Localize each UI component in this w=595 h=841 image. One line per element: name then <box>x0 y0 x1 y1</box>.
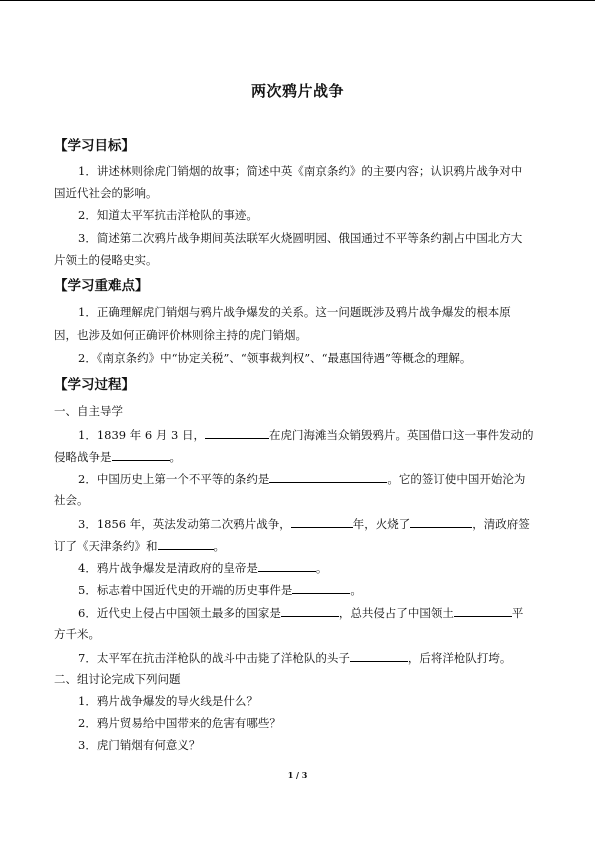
page-number: 1 / 3 <box>287 770 308 780</box>
top-rule <box>0 0 595 1</box>
page-title: 两次鸦片战争 <box>250 82 344 100</box>
question-5: 5．标志着中国近代史的开端的历史事件是 。 <box>78 583 362 597</box>
key-point-1-line-1: 1．正确理解虎门销烟与鸦片战争爆发的关系。这一问题既涉及鸦片战争爆发的根本原 <box>78 305 511 319</box>
discussion-question-3: 3．虎门销烟有何意义？ <box>78 738 201 752</box>
question-6-line-1: 6．近代史上侵占中国领土最多的国家是 ，总共侵占了中国领土 平 <box>78 606 524 620</box>
part-1-title: 一、自主导学 <box>54 404 123 418</box>
question-2-line-2: 社会。 <box>54 493 89 507</box>
answer-blank[interactable] <box>112 448 170 461</box>
answer-blank[interactable] <box>410 515 472 528</box>
answer-blank[interactable] <box>454 604 512 617</box>
answer-blank[interactable] <box>158 537 214 550</box>
question-6-line-2: 方千米。 <box>54 627 100 641</box>
answer-blank[interactable] <box>292 581 350 594</box>
answer-blank[interactable] <box>281 604 339 617</box>
key-point-1-line-2: 因，也涉及如何正确评价林则徐主持的虎门销烟。 <box>54 328 307 342</box>
answer-blank[interactable] <box>350 649 408 662</box>
objectives-heading: 【学习目标】 <box>54 138 135 154</box>
discussion-question-1: 1．鸦片战争爆发的导火线是什么？ <box>78 694 258 708</box>
answer-blank[interactable] <box>269 470 387 483</box>
objective-1-line-2: 国近代社会的影响。 <box>54 186 158 200</box>
objective-3-line-1: 3．简述第二次鸦片战争期间英法联军火烧圆明园、俄国通过不平等条约割占中国北方大 <box>78 231 523 245</box>
question-3-line-2: 订了《天津条约》和 。 <box>54 539 225 553</box>
objective-3-line-2: 片领土的侵略史实。 <box>54 253 158 267</box>
question-1-line-1: 1．1839 年 6 月 3 日， 在虎门海滩当众销毁鸦片。英国借口这一事件发动的 <box>78 428 534 442</box>
answer-blank[interactable] <box>291 515 353 528</box>
key-points-heading: 【学习重难点】 <box>54 278 149 294</box>
question-2-line-1: 2．中国历史上第一个不平等的条约是 。它的签订使中国开始沦为 <box>78 472 526 486</box>
question-4: 4．鸦片战争爆发是清政府的皇帝是 。 <box>78 561 328 575</box>
objective-1-line-1: 1．讲述林则徐虎门销烟的故事；简述中英《南京条约》的主要内容；认识鸦片战争对中 <box>78 164 523 178</box>
key-point-2: 2．《南京条约》中“协定关税”、“领事裁判权”、“最惠国待遇”等概念的理解。 <box>78 351 472 365</box>
process-heading: 【学习过程】 <box>54 377 135 393</box>
question-7: 7．太平军在抗击洋枪队的战斗中击毙了洋枪队的头子 ，后将洋枪队打垮。 <box>78 651 512 665</box>
answer-blank[interactable] <box>258 559 316 572</box>
answer-blank[interactable] <box>205 426 269 439</box>
part-2-title: 二、组讨论完成下列问题 <box>54 672 181 686</box>
objective-2: 2．知道太平军抗击洋枪队的事迹。 <box>78 208 258 222</box>
discussion-question-2: 2．鸦片贸易给中国带来的危害有哪些？ <box>78 716 281 730</box>
question-3-line-1: 3．1856 年，英法发动第二次鸦片战争， 年，火烧了 ，清政府签 <box>78 517 530 531</box>
question-1-line-2: 侵略战争是 。 <box>54 450 181 464</box>
